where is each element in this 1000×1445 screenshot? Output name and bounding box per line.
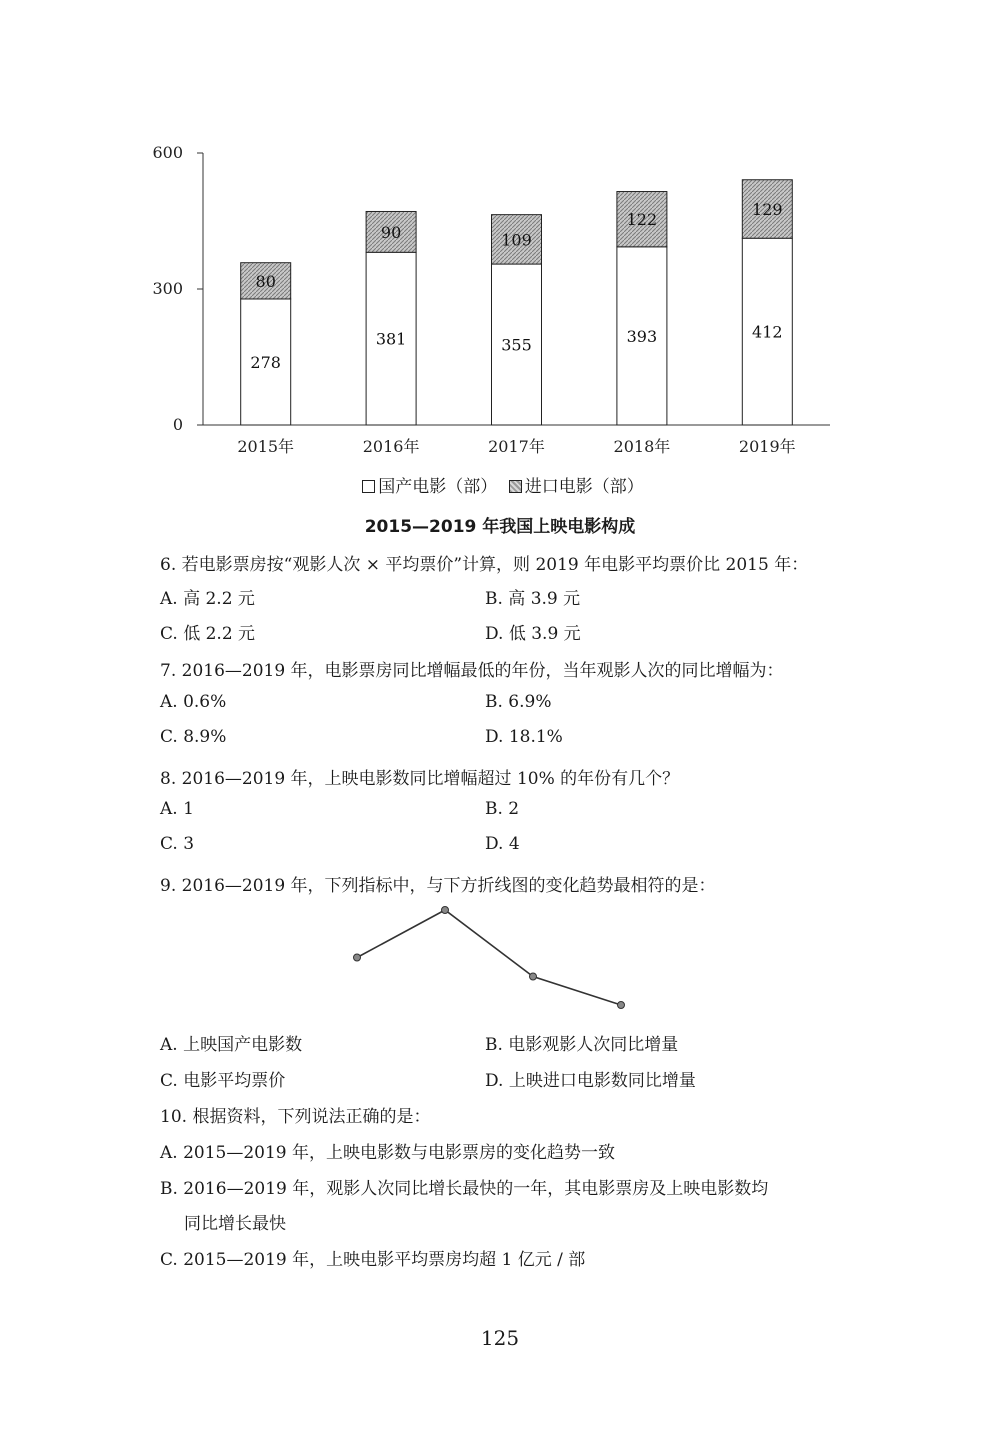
- bar-label-imported: 129: [752, 199, 783, 219]
- bar-label-domestic: 278: [250, 352, 281, 372]
- q6-option-c: C. 低 2.2 元: [160, 624, 256, 644]
- bar-label-domestic: 412: [752, 322, 783, 342]
- bar-label-imported: 80: [255, 271, 276, 291]
- stacked-bar-chart: [0, 0, 1000, 470]
- x-tick-label: 2015年: [237, 437, 295, 456]
- x-tick-label: 2017年: [488, 437, 545, 456]
- trend-point: [442, 907, 449, 914]
- legend-swatch-imported: [509, 480, 522, 493]
- chart-caption: 2015—2019 年我国上映电影构成: [364, 517, 636, 537]
- legend-label-imported: 进口电影（部）: [524, 477, 644, 497]
- chart-legend: [0, 472, 1000, 497]
- y-tick-label: 600: [152, 143, 183, 162]
- bar-label-imported: 122: [626, 210, 658, 230]
- bar-label-domestic: 355: [501, 335, 532, 355]
- q8-option-d: D. 4: [485, 834, 520, 854]
- q7-option-c: C. 8.9%: [160, 727, 227, 747]
- q10-option-c: C. 2015—2019 年，上映电影平均票房均超 1 亿元 / 部: [160, 1250, 586, 1270]
- x-tick-label: 2016年: [362, 437, 420, 456]
- q10-option-b-line1: B. 2016—2019 年，观影人次同比增长最快的一年，其电影票房及上映电影数均: [160, 1179, 769, 1199]
- page-number: 125: [480, 1326, 520, 1350]
- q9-option-a: A. 上映国产电影数: [160, 1035, 303, 1055]
- legend-swatch-domestic: [362, 480, 375, 493]
- question-7-stem: 7. 2016—2019 年，电影票房同比增幅最低的年份，当年观影人次的同比增幅为：: [160, 661, 784, 681]
- q6-option-b: B. 高 3.9 元: [485, 589, 581, 609]
- bar-label-domestic: 381: [375, 329, 407, 349]
- q6-option-a: A. 高 2.2 元: [160, 589, 255, 609]
- x-tick-label: 2018年: [613, 437, 671, 456]
- q10-option-a: A. 2015—2019 年，上映电影数与电影票房的变化趋势一致: [160, 1143, 616, 1163]
- q7-option-a: A. 0.6%: [160, 692, 227, 712]
- trend-line: [357, 910, 621, 1005]
- trend-point: [354, 954, 361, 961]
- question-9-stem: 9. 2016—2019 年，下列指标中，与下方折线图的变化趋势最相符的是：: [160, 876, 716, 896]
- trend-point: [530, 973, 537, 980]
- q7-option-d: D. 18.1%: [485, 727, 563, 747]
- q8-option-b: B. 2: [485, 799, 520, 819]
- q7-option-b: B. 6.9%: [485, 692, 552, 712]
- q9-option-d: D. 上映进口电影数同比增量: [485, 1071, 696, 1091]
- x-tick-label: 2019年: [738, 437, 796, 456]
- q10-option-b-line2: 同比增长最快: [184, 1214, 286, 1234]
- q8-option-a: A. 1: [160, 799, 194, 819]
- q9-option-b: B. 电影观影人次同比增量: [485, 1035, 679, 1055]
- bar-label-domestic: 393: [626, 326, 658, 346]
- legend-label-domestic: 国产电影（部）: [378, 477, 498, 497]
- question-8-stem: 8. 2016—2019 年，上映电影数同比增幅超过 10% 的年份有几个？: [160, 769, 680, 789]
- bar-label-imported: 90: [380, 222, 402, 242]
- question-10-stem: 10. 根据资料，下列说法正确的是：: [160, 1107, 431, 1127]
- y-tick-label: 300: [152, 279, 183, 298]
- q9-option-c: C. 电影平均票价: [160, 1071, 286, 1091]
- y-tick-label: 0: [172, 415, 183, 434]
- question-6-stem: 6. 若电影票房按“观影人次 × 平均票价”计算，则 2019 年电影平均票价比 2015 年：: [160, 555, 809, 575]
- trend-point: [618, 1002, 625, 1009]
- q8-option-c: C. 3: [160, 834, 195, 854]
- q6-option-d: D. 低 3.9 元: [485, 624, 581, 644]
- bar-label-imported: 109: [501, 230, 532, 250]
